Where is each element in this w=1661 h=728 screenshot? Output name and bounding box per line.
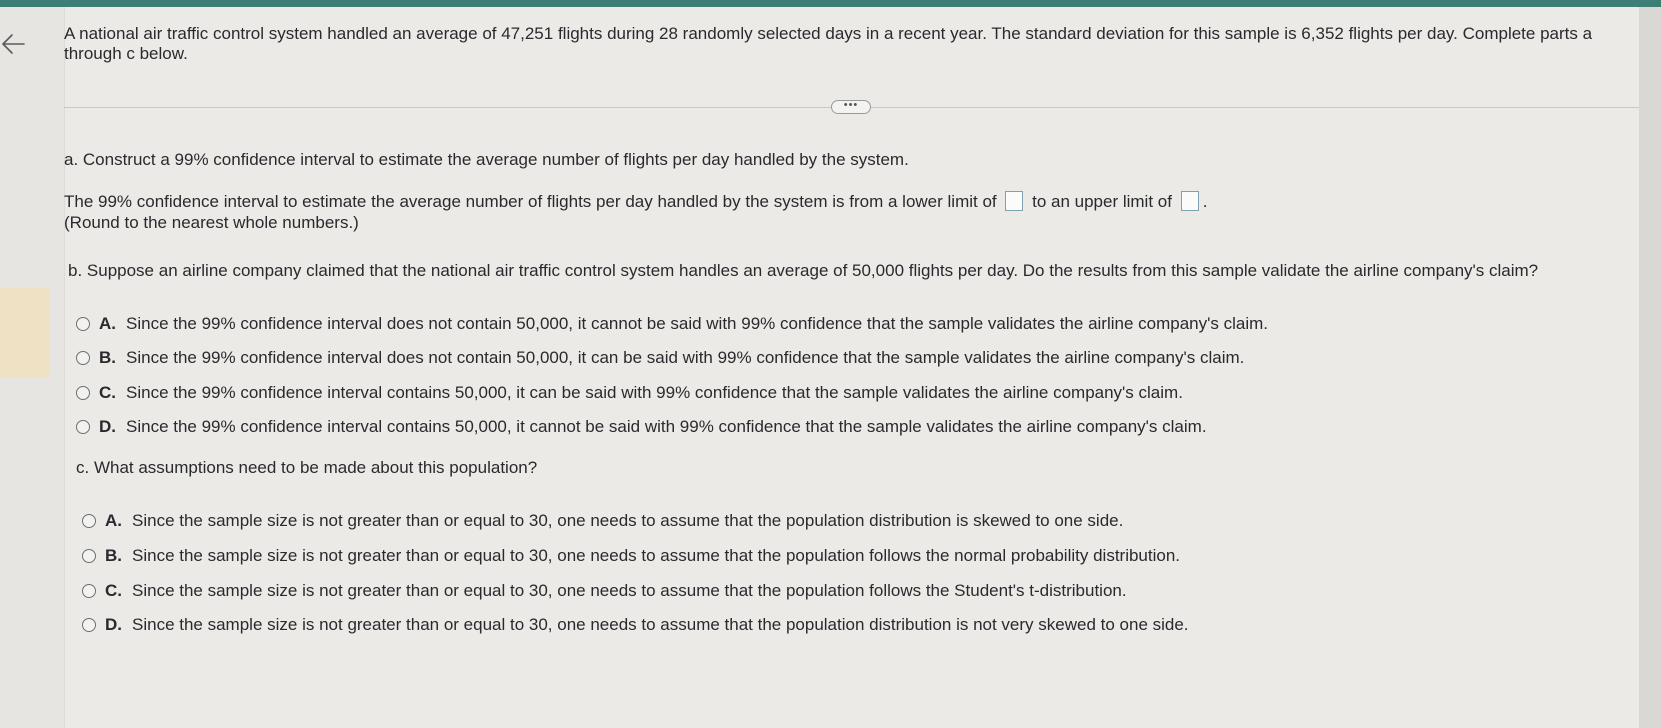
option-letter: B. (105, 546, 122, 565)
part-c-option-a[interactable] (82, 511, 1123, 531)
lower-limit-input[interactable] (1005, 191, 1023, 211)
option-letter: C. (105, 581, 122, 600)
part-b-option-c[interactable] (76, 383, 1183, 403)
radio-unselected-icon[interactable] (76, 317, 90, 331)
radio-unselected-icon[interactable] (82, 549, 96, 563)
option-text: Since the sample size is not greater than or equal to 30, one needs to assume that the population follows the Student's t-distribution. (132, 581, 1127, 600)
part-a-question: a. Construct a 99% confidence interval to estimate the average number of flights per day handled by the system. (64, 150, 909, 169)
answer-middle-text: to an upper limit of (1032, 192, 1172, 211)
option-letter: B. (99, 348, 116, 367)
part-b-option-b[interactable] (76, 348, 1244, 368)
answer-prefix-text: The 99% confidence interval to estimate the average number of flights per day handled by the system is from a lower limit of (64, 192, 997, 211)
part-b-question: b. Suppose an airline company claimed that the national air traffic control system handles an average of 50,000 flights per day. Do the results from this sample validate the airline company's claim? (68, 261, 1539, 280)
option-text: Since the sample size is not greater than or equal to 30, one needs to assume that the population distribution is skewed to one side. (132, 511, 1124, 530)
option-text: Since the 99% confidence interval contains 50,000, it cannot be said with 99% confidence that the sample validates the airline company's claim. (126, 417, 1207, 436)
part-c-option-d[interactable] (82, 615, 1189, 635)
option-letter: D. (99, 417, 116, 436)
back-arrow-icon[interactable] (0, 32, 28, 56)
scrollbar-track[interactable] (1639, 7, 1661, 728)
option-letter: A. (99, 314, 116, 333)
option-letter: A. (105, 511, 122, 530)
part-c-option-c[interactable] (82, 581, 1127, 601)
upper-limit-input[interactable] (1181, 191, 1199, 211)
part-b-option-d[interactable] (76, 417, 1207, 437)
part-c-question: c. What assumptions need to be made about this population? (76, 458, 538, 477)
highlight-marker (0, 288, 50, 378)
top-accent-bar (0, 0, 1661, 7)
radio-unselected-icon[interactable] (82, 584, 96, 598)
expand-more-button[interactable]: ••• (831, 100, 871, 114)
option-text: Since the 99% confidence interval contains 50,000, it can be said with 99% confidence that the sample validates the airline company's claim. (126, 383, 1183, 402)
radio-unselected-icon[interactable] (76, 420, 90, 434)
option-text: Since the sample size is not greater than or equal to 30, one needs to assume that the population follows the normal probability distribution. (132, 546, 1181, 565)
option-text: Since the 99% confidence interval does not contain 50,000, it cannot be said with 99% confidence that the sample validates the airline company's claim. (126, 314, 1268, 333)
option-letter: C. (99, 383, 116, 402)
part-a-answer-sentence (64, 191, 1207, 212)
part-c-option-b[interactable] (82, 546, 1180, 566)
option-text: Since the 99% confidence interval does not contain 50,000, it can be said with 99% confidence that the sample validates the airline company's claim. (126, 348, 1245, 367)
rounding-note: (Round to the nearest whole numbers.) (64, 213, 359, 232)
problem-statement: A national air traffic control system handled an average of 47,251 flights during 28 randomly selected days in a recent year. The standard deviation for this sample is 6,352 flights per day. Complete parts a through c below. (64, 24, 1593, 63)
question-panel (64, 7, 1639, 728)
radio-unselected-icon[interactable] (82, 618, 96, 632)
part-b-option-a[interactable] (76, 314, 1268, 334)
answer-suffix-text: . (1202, 192, 1208, 211)
radio-unselected-icon[interactable] (76, 386, 90, 400)
option-text: Since the sample size is not greater than or equal to 30, one needs to assume that the population distribution is not very skewed to one side. (132, 615, 1189, 634)
radio-unselected-icon[interactable] (76, 351, 90, 365)
option-letter: D. (105, 615, 122, 634)
radio-unselected-icon[interactable] (82, 514, 96, 528)
